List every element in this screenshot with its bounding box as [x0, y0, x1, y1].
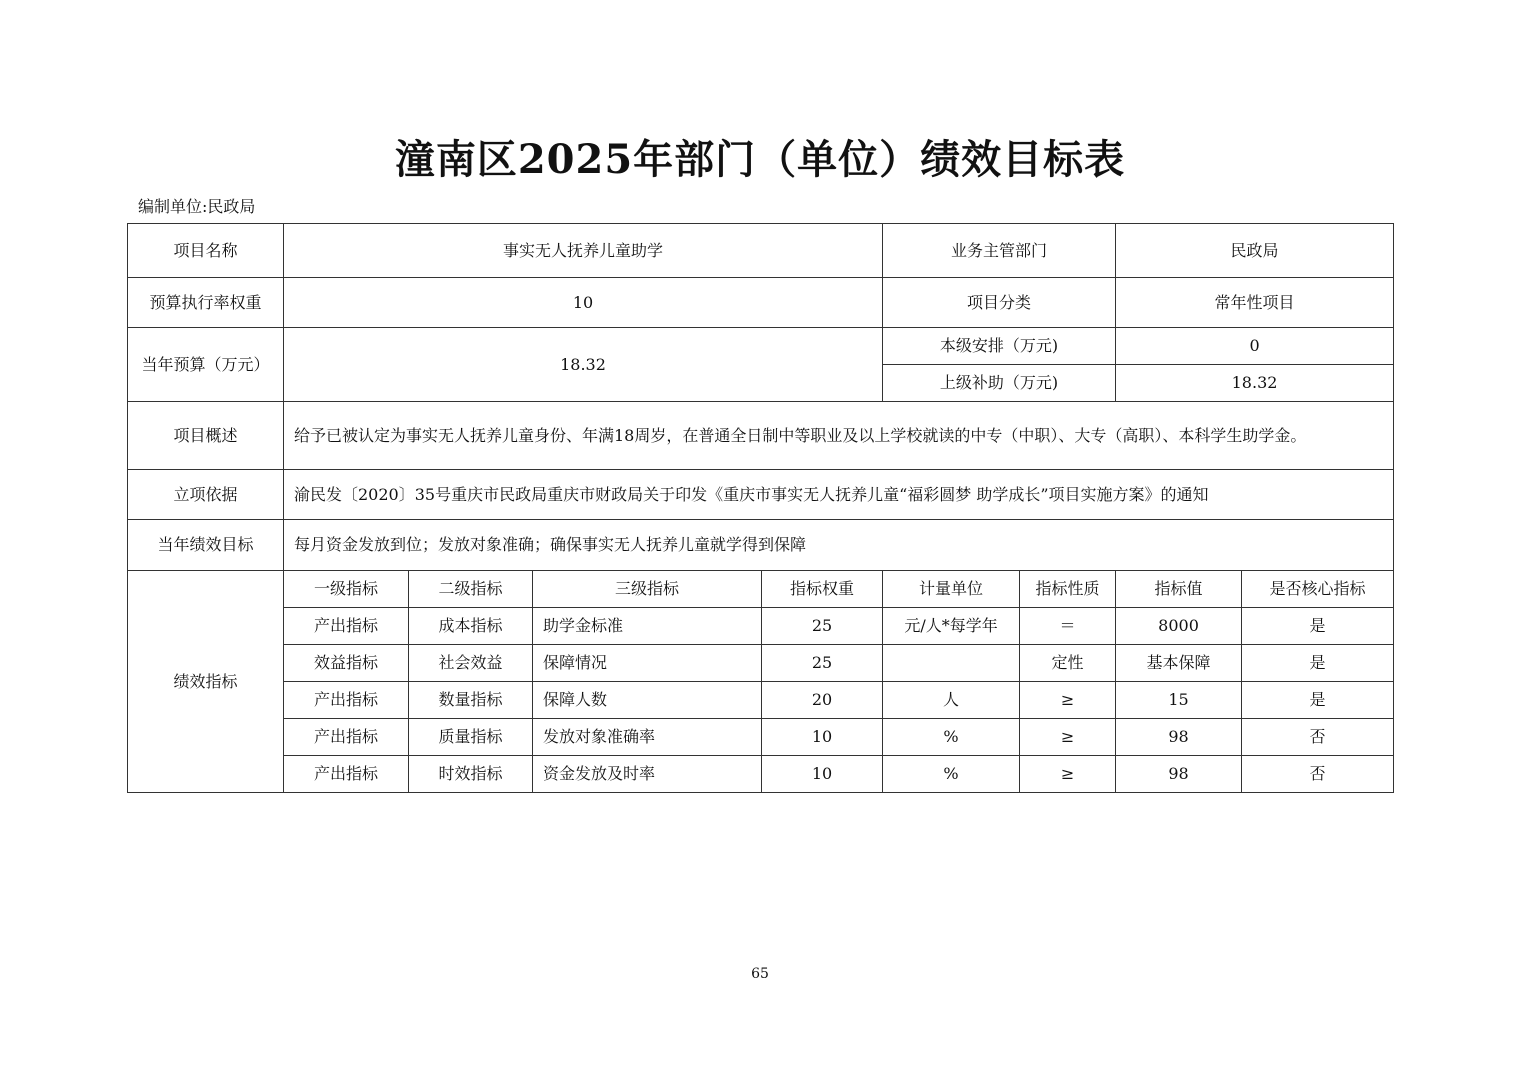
project-name-label: 项目名称	[128, 224, 284, 278]
compiling-unit: 编制单位:民政局	[138, 197, 256, 216]
header-cell: 是否核心指标	[1242, 571, 1394, 608]
table-cell: 98	[1116, 719, 1242, 756]
indicator-header-row	[128, 571, 1394, 608]
goal-value: 每月资金发放到位；发放对象准确；确保事实无人抚养儿童就学得到保障	[284, 520, 1394, 571]
table-cell: 保障情况	[533, 645, 762, 682]
table-cell: 否	[1242, 719, 1394, 756]
header-cell: 指标值	[1116, 571, 1242, 608]
dept-value: 民政局	[1116, 224, 1394, 278]
dept-label: 业务主管部门	[883, 224, 1116, 278]
category-value: 常年性项目	[1116, 278, 1394, 328]
table-row	[128, 719, 1394, 756]
table-cell: 资金发放及时率	[533, 756, 762, 793]
table-cell: 25	[762, 645, 883, 682]
goal-label: 当年绩效目标	[128, 520, 284, 571]
table-row	[128, 608, 1394, 645]
header-cell: 计量单位	[883, 571, 1020, 608]
table-cell: 基本保障	[1116, 645, 1242, 682]
overview-value: 给予已被认定为事实无人抚养儿童身份、年满18周岁，在普通全日制中等职业及以上学校就读的中专（中职）、大专（高职）、本科学生助学金。	[284, 402, 1394, 470]
table-cell: 否	[1242, 756, 1394, 793]
table-cell: 是	[1242, 682, 1394, 719]
header-cell: 二级指标	[409, 571, 533, 608]
table-cell: 助学金标准	[533, 608, 762, 645]
header-cell: 一级指标	[284, 571, 409, 608]
table-cell: 25	[762, 608, 883, 645]
local-value: 0	[1116, 328, 1394, 365]
table-cell: 质量指标	[409, 719, 533, 756]
table-cell: 人	[883, 682, 1020, 719]
table-cell: 社会效益	[409, 645, 533, 682]
page-title: 潼南区2025年部门（单位）绩效目标表	[394, 136, 1126, 183]
overview-label: 项目概述	[128, 402, 284, 470]
table-cell: 定性	[1020, 645, 1116, 682]
performance-table	[127, 223, 1394, 793]
weight-value: 10	[284, 278, 883, 328]
table-cell: ≥	[1020, 682, 1116, 719]
header-cell: 三级指标	[533, 571, 762, 608]
table-cell: 数量指标	[409, 682, 533, 719]
table-cell: 10	[762, 719, 883, 756]
table-cell: 是	[1242, 608, 1394, 645]
table-cell: 保障人数	[533, 682, 762, 719]
header-cell: 指标性质	[1020, 571, 1116, 608]
table-cell: 产出指标	[284, 608, 409, 645]
upper-value: 18.32	[1116, 365, 1394, 402]
page-number: 65	[751, 966, 769, 982]
table-cell: 产出指标	[284, 719, 409, 756]
basis-label: 立项依据	[128, 470, 284, 520]
table-row	[128, 756, 1394, 793]
category-label: 项目分类	[883, 278, 1116, 328]
budget-label: 当年预算（万元）	[128, 328, 284, 402]
table-cell: 98	[1116, 756, 1242, 793]
project-name-value: 事实无人抚养儿童助学	[284, 224, 883, 278]
basis-value: 渝民发〔2020〕35号重庆市民政局重庆市财政局关于印发《重庆市事实无人抚养儿童“福彩圆梦 助学成长”项目实施方案》的通知	[284, 470, 1394, 520]
table-cell: ≥	[1020, 719, 1116, 756]
table-cell: 产出指标	[284, 682, 409, 719]
table-row	[128, 682, 1394, 719]
weight-label: 预算执行率权重	[128, 278, 284, 328]
table-cell: 10	[762, 756, 883, 793]
table-cell: 效益指标	[284, 645, 409, 682]
table-cell: 15	[1116, 682, 1242, 719]
table-cell: 元/人*每学年	[883, 608, 1020, 645]
table-cell: 时效指标	[409, 756, 533, 793]
table-cell	[883, 645, 1020, 682]
table-cell: 成本指标	[409, 608, 533, 645]
table-cell: ≥	[1020, 756, 1116, 793]
table-cell: %	[883, 719, 1020, 756]
header-cell: 指标权重	[762, 571, 883, 608]
indicators-label: 绩效指标	[128, 571, 284, 793]
table-cell: 发放对象准确率	[533, 719, 762, 756]
table-cell: ＝	[1020, 608, 1116, 645]
table-cell: 8000	[1116, 608, 1242, 645]
table-cell: 20	[762, 682, 883, 719]
table-cell: 是	[1242, 645, 1394, 682]
table-cell: %	[883, 756, 1020, 793]
table-cell: 产出指标	[284, 756, 409, 793]
budget-value: 18.32	[284, 328, 883, 402]
local-label: 本级安排（万元)	[883, 328, 1116, 365]
table-row	[128, 645, 1394, 682]
upper-label: 上级补助（万元)	[883, 365, 1116, 402]
